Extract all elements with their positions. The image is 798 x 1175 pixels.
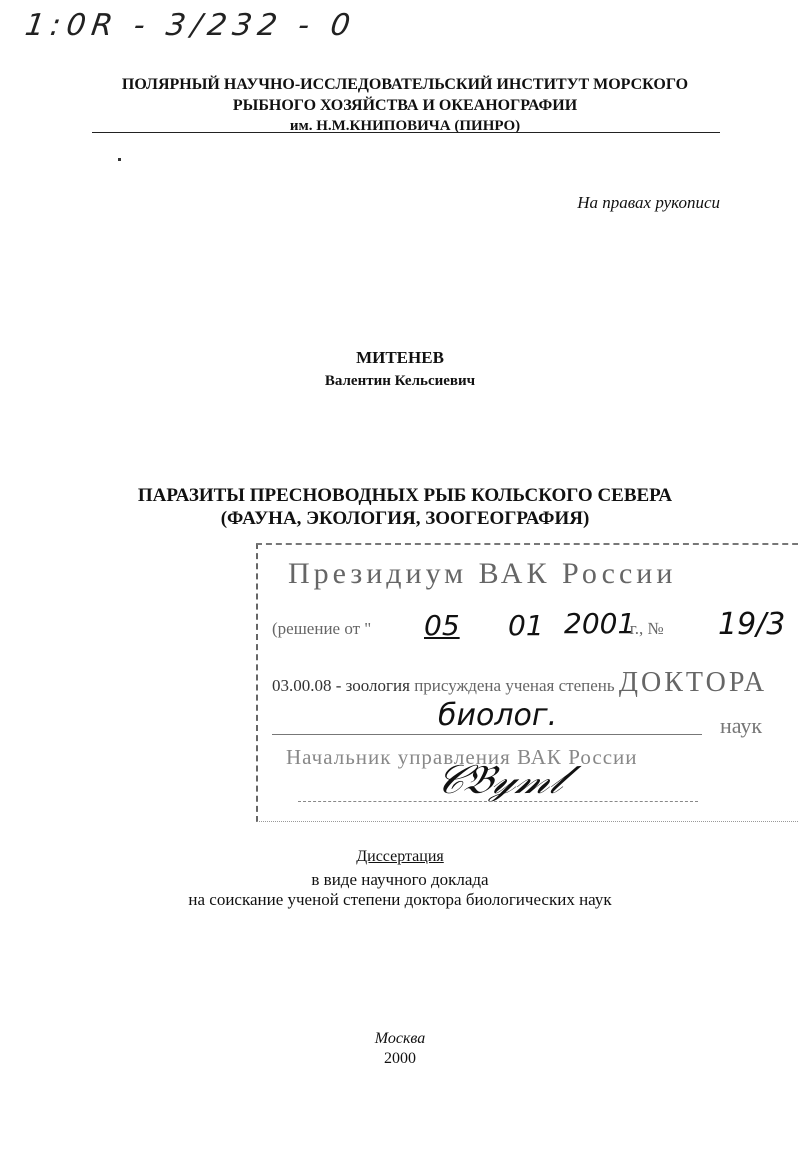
dissertation-purpose: на соискание ученой степени доктора биологических наук xyxy=(188,890,612,909)
decision-month: 01 xyxy=(508,609,544,642)
signature: 𝒞𝔅𝓎𝓂𝓁 xyxy=(429,757,571,803)
signature-line xyxy=(298,801,698,802)
manuscript-rights-note: На правах рукописи xyxy=(577,193,720,212)
institution-header xyxy=(80,74,730,137)
header-divider xyxy=(92,132,720,133)
dissertation-label-wrap xyxy=(120,848,680,866)
vak-approval-stamp xyxy=(256,543,798,822)
title-line-2: (ФАУНА, ЭКОЛОГИЯ, ЗООГЕОГРАФИЯ) xyxy=(220,508,590,529)
stamp-header: Президиум ВАК России xyxy=(288,557,677,590)
institution-line-2: РЫБНОГО ХОЗЯЙСТВА И ОКЕАНОГРАФИИ xyxy=(232,97,578,114)
year: 2000 xyxy=(384,1050,416,1067)
field-underline xyxy=(272,720,702,735)
author-given-names: Валентин Кельсиевич xyxy=(324,373,476,389)
dissertation-title xyxy=(60,484,750,530)
field-suffix: наук xyxy=(720,713,763,738)
dissertation-form: в виде научного доклада xyxy=(311,870,489,889)
decision-prefix: (решение от " xyxy=(272,619,372,638)
title-line-1: ПАРАЗИТЫ ПРЕСНОВОДНЫХ РЫБ КОЛЬСКОГО СЕВЕРА xyxy=(137,485,673,506)
dissertation-label: Диссертация xyxy=(356,848,444,865)
handwritten-field: биолог. xyxy=(438,698,558,733)
scan-speck xyxy=(118,158,121,161)
degree: ДОКТОРА xyxy=(618,667,768,698)
handwritten-archive-code: 1:0R - 3/232 - 0 xyxy=(22,8,359,43)
decision-year: 2001 xyxy=(564,607,636,640)
city: Москва xyxy=(374,1030,426,1047)
stamp-degree-row xyxy=(272,667,767,699)
specialty-text: присуждена ученая степень xyxy=(414,676,615,695)
institution-line-3: им. Н.М.КНИПОВИЧА (ПИНРО) xyxy=(289,118,521,134)
stamp-official: Начальник управления ВАК России xyxy=(286,745,638,769)
author-surname: МИТЕНЕВ xyxy=(356,348,444,367)
specialty-code: 03.00.08 - зоология xyxy=(272,676,410,695)
institution-line-1: ПОЛЯРНЫЙ НАУЧНО-ИССЛЕДОВАТЕЛЬСКИЙ ИНСТИТУТ МОРСКОГО xyxy=(121,76,689,93)
number-prefix: г., № xyxy=(629,619,664,638)
decision-day: 05 xyxy=(424,609,460,642)
decision-number: 19/3 xyxy=(718,607,786,642)
